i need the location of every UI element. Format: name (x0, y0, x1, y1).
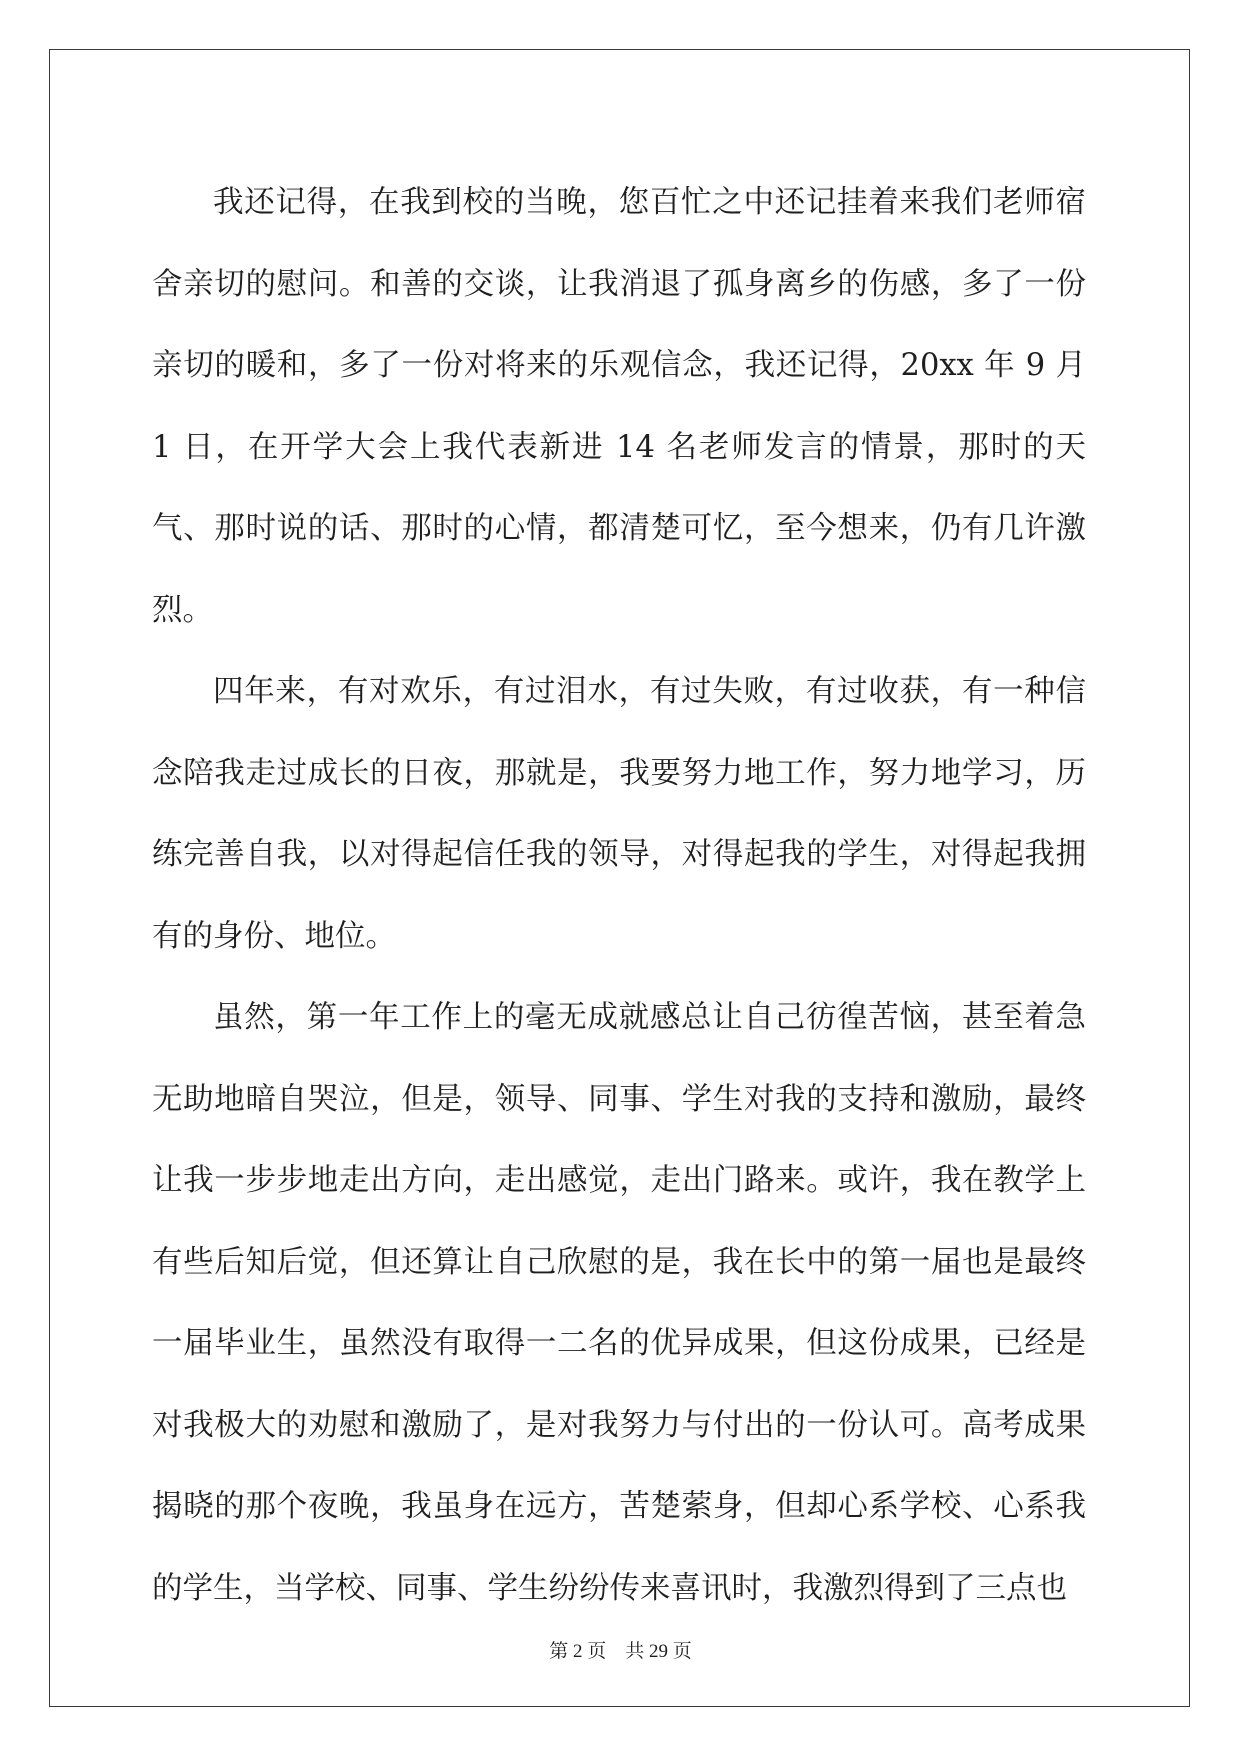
paragraph-1: 我还记得，在我到校的当晚，您百忙之中还记挂着来我们老师宿舍亲切的慰问。和善的交谈，让我消退了孤身离乡的伤感，多了一份亲切的暖和，多了一份对将来的乐观信念，我还记得，20xx 年 9 月 1 日，在开学大会上我代表新进 14 名老师发言的情景，那时的天气、那时说的话、那时的心情，都清楚可忆，至今想来，仍有几许激烈。 (152, 185, 1086, 628)
paragraph-2: 四年来，有对欢乐，有过泪水，有过失败，有过收获，有一种信念陪我走过成长的日夜，那就是，我要努力地工作，努力地学习，历练完善自我，以对得起信任我的领导，对得起我的学生，对得起我拥有的身份、地位。 (152, 674, 1086, 954)
paragraph-3: 虽然，第一年工作上的毫无成就感总让自己彷徨苦恼，甚至着急无助地暗自哭泣，但是，领导、同事、学生对我的支持和激励，最终让我一步步地走出方向，走出感觉，走出门路来。或许，我在教学上有些后知后觉，但还算让自己欣慰的是，我在长中的第一届也是最终一届毕业生，虽然没有取得一二名的优异成果，但这份成果，已经是对我极大的劝慰和激励了，是对我努力与付出的一份认可。高考成果揭晓的那个夜晚，我虽身在远方，苦楚萦身，但却心系学校、心系我的学生，当学校、同事、学生纷纷传来喜讯时，我激烈得到了三点也 (152, 1000, 1086, 1606)
page-footer (0, 1636, 1241, 1663)
page-number-label: 第 2 页 共 29 页 (549, 1641, 692, 1662)
document-body (152, 162, 1086, 1629)
